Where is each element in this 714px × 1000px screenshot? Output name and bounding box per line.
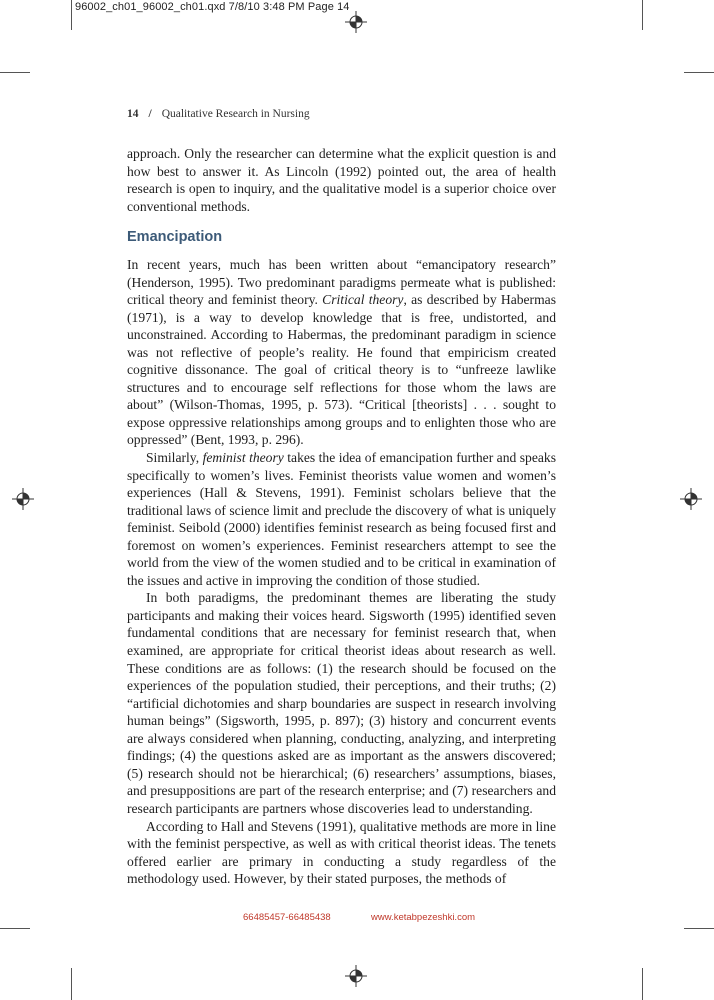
printer-slug: 96002_ch01_96002_ch01.qxd 7/8/10 3:48 PM Page 14 [75,1,350,13]
intro-paragraph [127,145,556,215]
paragraph-text: In both paradigms, the predominant themes are liberating the study participants and making their voices heard. Sigsworth (1995) identified seven fundamental conditions that are necessary for feminist research that, when examined, are appropriate for critical theorist ideas about research as well. These conditions are as follows: (1) the research should be focused on the experiences of the population studied, their perceptions, and their truths; (2) “artificial dichotomies and sharp boundaries are suspect in research involving human beings” (Sigsworth, 1995, p. 897); (3) history and concurrent events are always considered when planning, conducting, analyzing, and interpreting findings; (4) the questions asked are as important as the answers discovered; (5) research should not be hierarchical; (6) researchers’ assumptions, biases, and presuppositions are part of the research enterprise; and (7) researchers and research participants are partners whose discoveries lead to understanding. [127,590,556,816]
book-title: Qualitative Research in Nursing [161,108,310,120]
running-head-separator: / [148,108,152,120]
paragraph-text: Similarly, [146,450,203,466]
registration-mark-icon [345,965,367,987]
section-heading: Emancipation [127,229,223,245]
italic-term: feminist theory [202,450,284,466]
registration-mark-icon [12,488,34,510]
paragraph [127,256,556,449]
paragraph [127,589,556,817]
registration-mark-icon [345,11,367,33]
crop-mark [0,928,30,929]
paragraph-text: In recent years, much has been written about “emancipatory research” (Henderson, 1995). Two predominant paradigms permeate what is published: critical theory and feminist theory. [127,257,556,308]
paragraph [127,818,556,888]
paragraph-text: , as described by Habermas (1971), is a way to develop knowledge that is free, undistorted, and unconstrained. According to Habermas, the predominant paradigm in science was not reflective of people’s reality. He found that empiricism created cognitive dissonance. The goal of critical theory is to “unfreeze lawlike structures and to encourage self reflections for those whom the laws are about” (Wilson-Thomas, 1995, p. 573). “Critical [theorists] . . . sought to expose oppressive relationships among groups and to enlighten those who are oppressed” (Bent, 1993, p. 296). [127,292,556,448]
crop-mark [71,968,72,1000]
crop-mark [642,0,643,30]
crop-mark [71,0,72,30]
crop-mark [684,72,714,73]
crop-mark [684,928,714,929]
paragraph: approach. Only the researcher can determine what the explicit question is and how best to answer it. As Lincoln (1992) pointed out, the area of health research is open to inquiry, and the qualitative model is a superior choice over conventional methods. [127,146,556,214]
registration-mark-icon [680,488,702,510]
crop-mark [0,72,30,73]
page-number: 14 [127,108,139,120]
running-head [127,108,310,120]
footer-website: www.ketabpezeshki.com [371,912,476,923]
italic-term: Critical theory [322,292,404,308]
footer-phone: 66485457-66485438 [243,912,331,923]
crop-mark [642,968,643,1000]
section-body [127,256,556,888]
paragraph-text: According to Hall and Stevens (1991), qualitative methods are more in line with the feminist perspective, as well as with critical theorist ideas. The tenets offered earlier are primary in conducting a study regardless of the methodology used. However, by their stated purposes, the methods of [127,818,556,887]
paragraph-text: takes the idea of emancipation further and speaks specifically to women’s lives. Feminist theorists value women and women’s experiences (Hall & Stevens, 1991). Feminist scholars believe that the traditional laws of science limit and preclude the discovery of what is uniquely feminist. Seibold (2000) identifies feminist research as being focused first and foremost on women’s experiences. Feminist researchers attempt to see the world from the view of the women studied and to be critical in examination of the issues and active in improving the condition of those studied. [127,450,557,588]
paragraph [127,449,556,589]
